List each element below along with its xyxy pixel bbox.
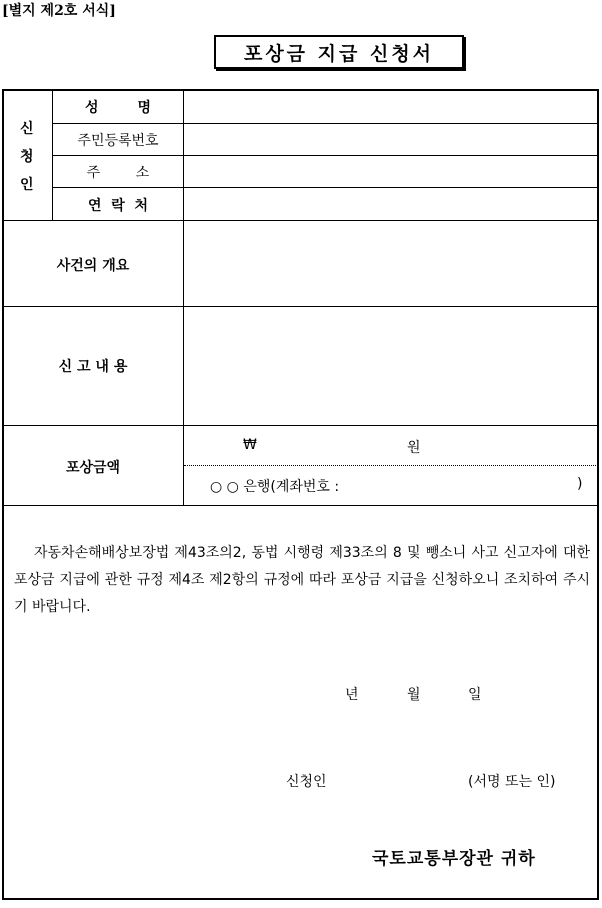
address-field[interactable]: [190, 162, 590, 182]
divider: [52, 155, 598, 156]
address-label: 주 소: [86, 165, 150, 181]
form-number-label: [별지 제2호 서식]: [2, 3, 116, 19]
signature-note: (서명 또는 인): [468, 774, 556, 790]
divider: [3, 220, 598, 221]
date-day-label: 일: [468, 687, 482, 703]
applicant-group-label-2: 청: [20, 149, 34, 165]
name-label: 성 명: [84, 100, 152, 116]
incident-summary-label: 사건의 개요: [56, 258, 130, 274]
bank-account-field[interactable]: [370, 473, 570, 497]
reward-amount-field[interactable]: [260, 433, 400, 457]
applicant-group-label-3: 인: [20, 177, 34, 193]
resident-number-label: 주민등록번호: [77, 133, 159, 149]
divider: [3, 425, 598, 426]
signature-field[interactable]: [345, 766, 455, 790]
bank-account-close-paren: ): [577, 476, 583, 492]
contact-field[interactable]: [190, 195, 590, 215]
signature-applicant-label: 신청인: [286, 774, 327, 790]
date-year-label: 년: [345, 687, 359, 703]
divider: [52, 123, 598, 124]
name-field[interactable]: [190, 97, 590, 117]
divider: [52, 187, 598, 188]
won-unit-label: 원: [407, 440, 421, 456]
report-content-label: 신 고 내 용: [58, 359, 128, 375]
report-content-field[interactable]: [190, 314, 590, 418]
incident-summary-field[interactable]: [190, 228, 590, 298]
divider: [3, 505, 598, 506]
document-title: 포상금 지급 신청서: [214, 35, 464, 69]
date-month-label: 월: [407, 687, 421, 703]
reward-amount-label: 포상금액: [65, 460, 121, 476]
recipient-label: 국토교통부장관 귀하: [372, 849, 536, 869]
divider: [183, 90, 184, 505]
won-currency-symbol: ₩: [243, 437, 257, 453]
contact-label: 연 락 처: [87, 198, 149, 214]
divider: [3, 306, 598, 307]
resident-number-field[interactable]: [190, 130, 590, 150]
application-statement: 자동차손해배상보장법 제43조의2, 동법 시행령 제33조의 8 및 뺑소니 사고 신고자에 대한 포상금 지급에 관한 규정 제4조 제2항의 규정에 따라 포상금 지급을 신청하오니 조치하여 주시기 바랍니다.: [14, 545, 590, 615]
bank-account-label: ○ ○ 은행(계좌번호 :: [210, 479, 340, 495]
applicant-group-label-1: 신: [20, 121, 34, 137]
dotted-divider: [184, 465, 598, 466]
